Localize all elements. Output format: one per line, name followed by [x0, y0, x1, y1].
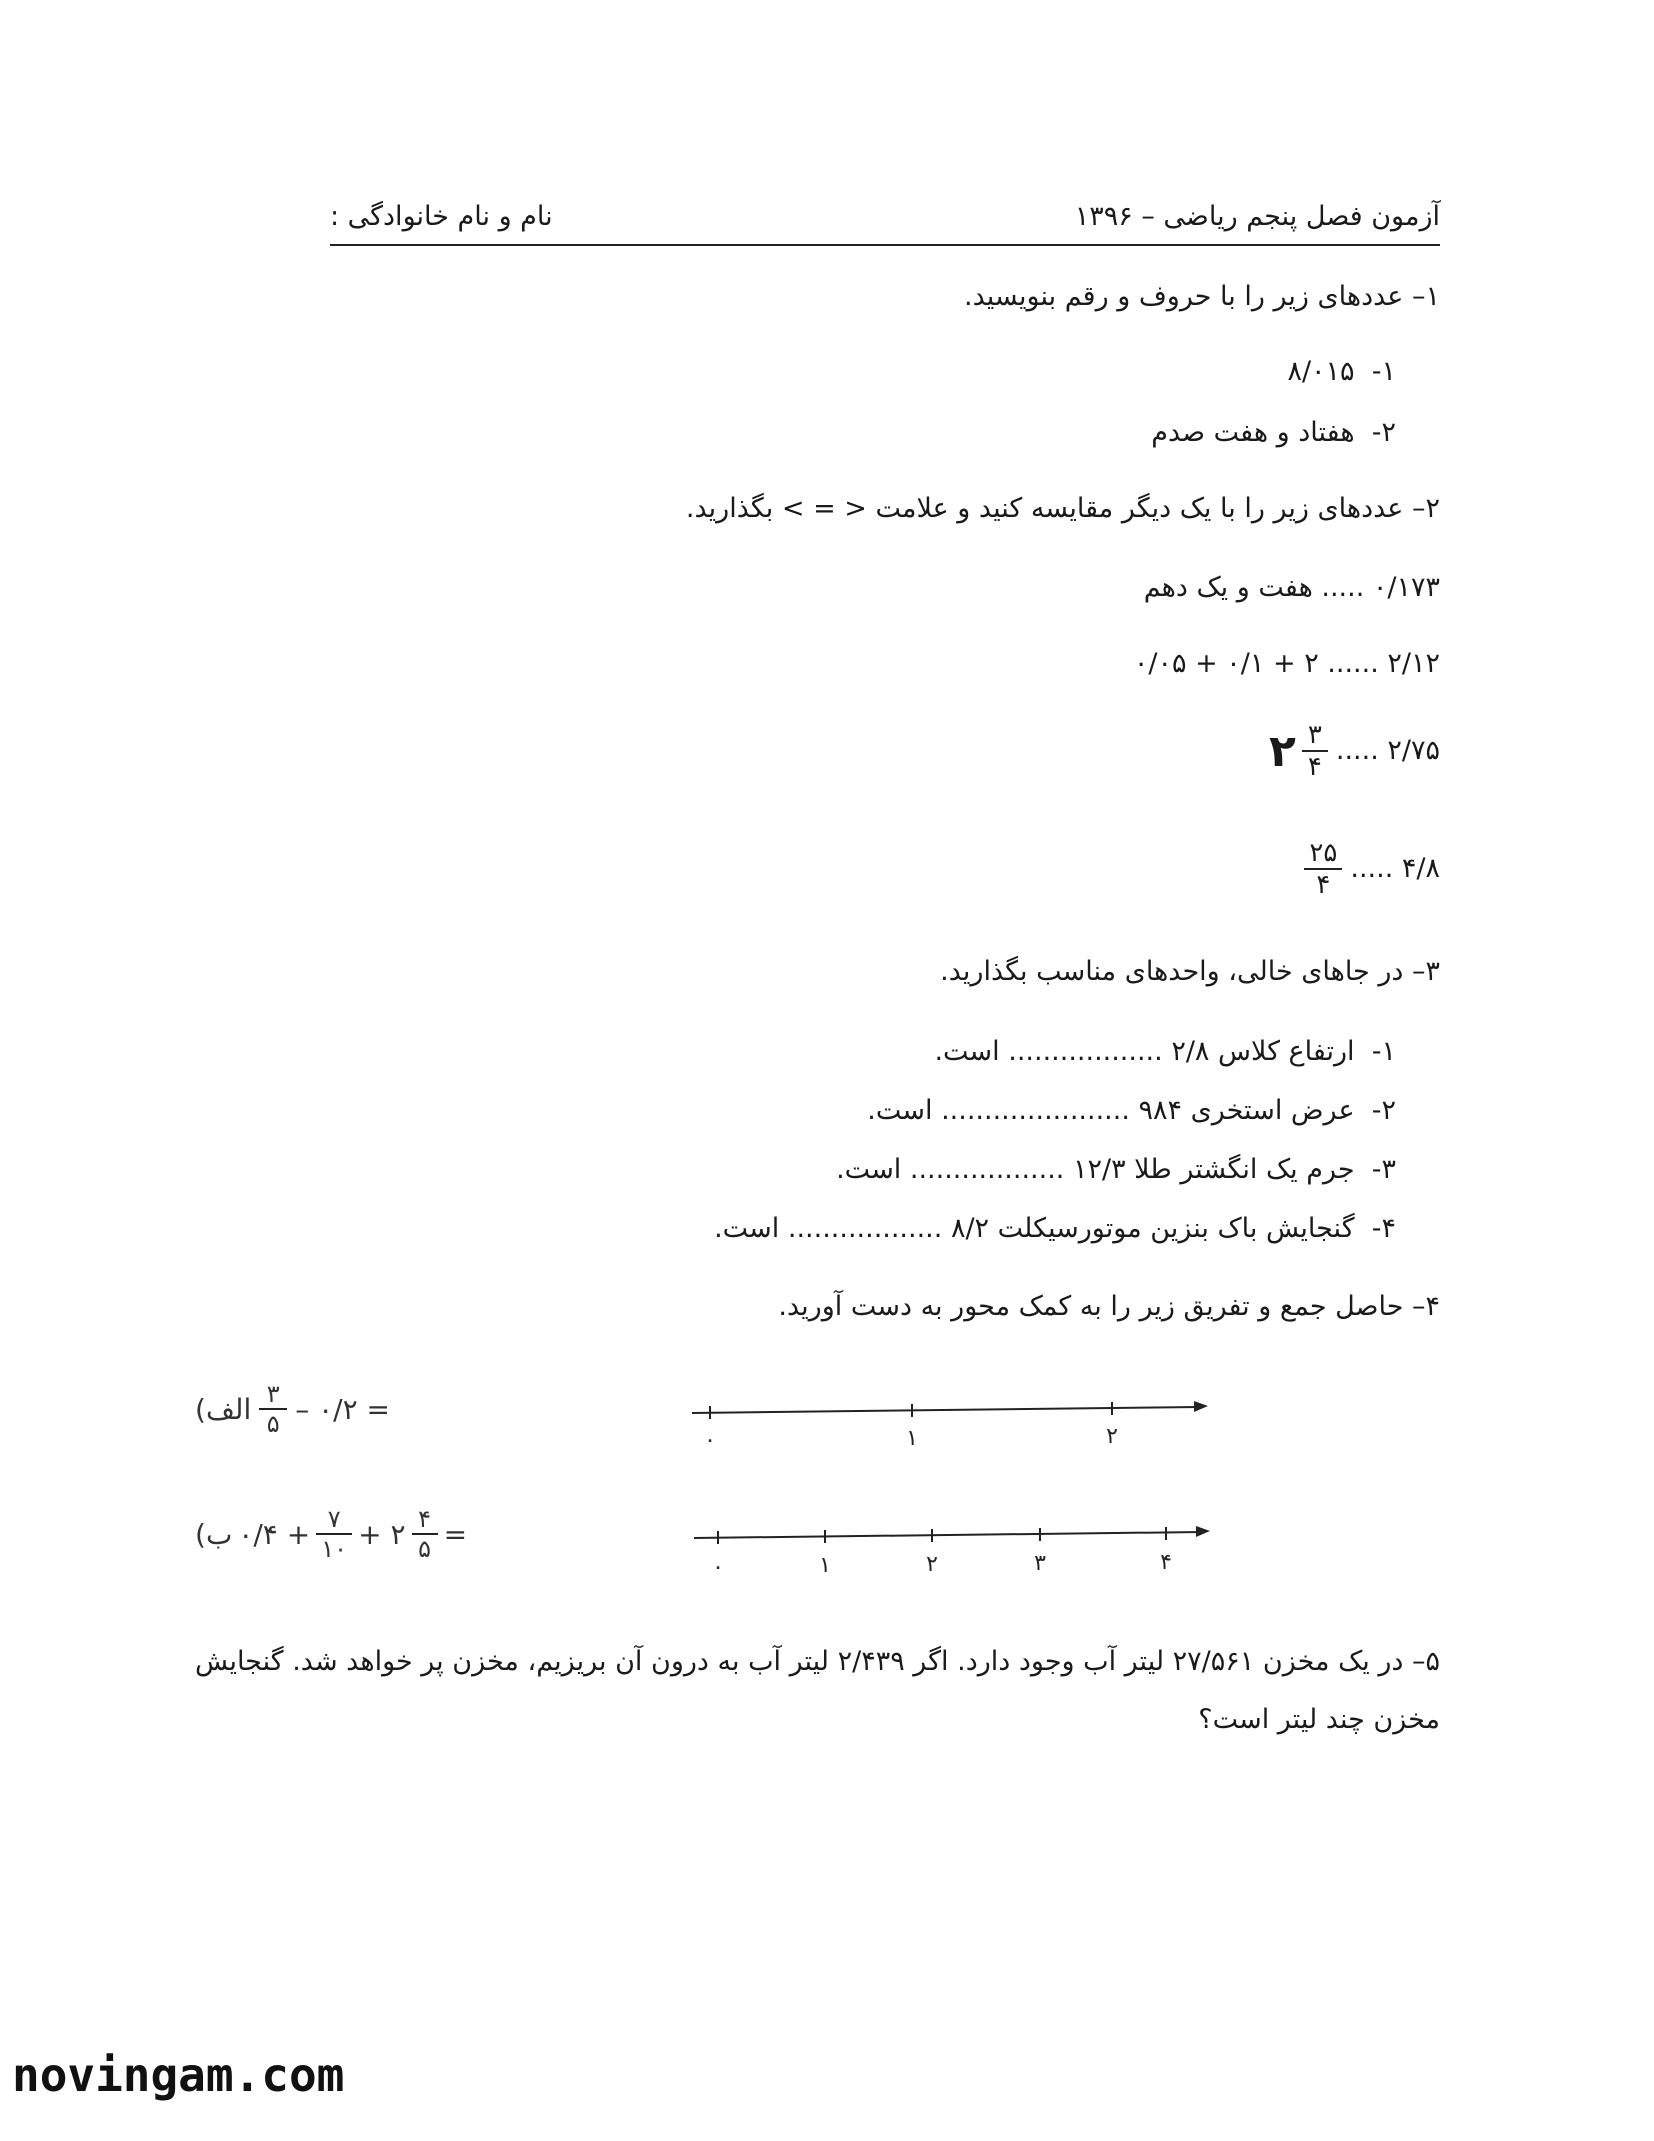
q3-item-3 — [836, 1153, 1396, 1187]
q2-row-2: ۲/۱۲ ...... ۲ + ۰/۱ + ۰/۰۵ — [1133, 648, 1440, 679]
q2-row-3-fraction — [1302, 720, 1328, 782]
q2-row-4-fraction — [1304, 838, 1342, 900]
q3-item-4-number: ۴- — [1371, 1213, 1396, 1244]
q1-item-1 — [1287, 355, 1396, 389]
q3-item-1-number: ۱- — [1371, 1036, 1396, 1067]
q2-row-4-numerator: ۲۵ — [1309, 838, 1338, 868]
q1-item-2 — [1151, 416, 1396, 450]
question-2: ۲– عددهای زیر را با یک دیگر مقایسه کنید و علامت < = > بگذارید. — [685, 493, 1440, 524]
q3-item-1-text: ارتفاع کلاس ۲/۸ .................. است. — [934, 1036, 1355, 1067]
q2-row-3-numerator: ۳ — [1307, 720, 1322, 750]
q3-item-4 — [714, 1212, 1396, 1246]
number-line-1 — [680, 1385, 1220, 1455]
q4-a-numerator: ۳ — [266, 1380, 280, 1408]
question-4: ۴– حاصل جمع و تفریق زیر را به کمک محور به دست آورید. — [778, 1291, 1440, 1322]
q2-row-4-denominator: ۴ — [1316, 870, 1331, 900]
q4-expression-b — [195, 1505, 467, 1563]
q4-a-tail: – ۰/۲ = — [295, 1392, 391, 1426]
q3-item-2 — [867, 1094, 1396, 1128]
q3-item-2-number: ۲- — [1371, 1095, 1396, 1126]
q4-b-fraction-2-denominator: ۵ — [418, 1535, 432, 1563]
q1-item-2-number: ۲- — [1371, 417, 1396, 448]
number-line-1-label-2: ۲ — [1106, 1424, 1118, 1449]
q3-item-3-text: جرم یک انگشتر طلا ۱۲/۳ .................. است. — [836, 1154, 1355, 1185]
q2-row-4 — [1304, 838, 1440, 900]
number-line-2-axis — [694, 1532, 1202, 1538]
number-line-2-label-0: ۰ — [712, 1555, 724, 1578]
number-line-2-label-2: ۲ — [926, 1552, 938, 1577]
q4-expression-a — [195, 1380, 390, 1438]
q4-b-equals: = — [443, 1517, 468, 1551]
q1-item-1-text: ۸/۰۱۵ — [1287, 356, 1355, 387]
q4-b-label: (ب — [195, 1517, 233, 1551]
number-line-1-axis — [692, 1407, 1200, 1413]
q4-b-plus: + ۲ — [358, 1517, 406, 1551]
q2-row-4-left: ۴/۸ ..... — [1350, 853, 1440, 884]
q2-row-3-mixed-number — [1269, 720, 1328, 782]
q4-b-fraction-1-numerator: ۷ — [327, 1505, 341, 1533]
number-line-2-label-1: ۱ — [819, 1553, 831, 1578]
arrowhead-icon — [1196, 1526, 1210, 1537]
q2-row-3-left: ۲/۷۵ ..... — [1335, 735, 1440, 766]
number-line-2-label-4: ۴ — [1160, 1550, 1172, 1575]
q2-row-3-denominator: ۴ — [1307, 752, 1322, 782]
q2-row-3-whole: ۲ — [1269, 725, 1296, 777]
q4-b-lead: ۰/۴ + — [238, 1517, 311, 1551]
q4-b-fraction-2 — [412, 1505, 438, 1563]
question-5-line-1: ۵– در یک مخزن ۲۷/۵۶۱ لیتر آب وجود دارد. اگر ۲/۴۳۹ لیتر آب به درون آن بریزیم، مخزن پر خواهد شد. گنجایش — [195, 1646, 1440, 1677]
q4-b-fraction-2-numerator: ۴ — [418, 1505, 432, 1533]
q2-row-3 — [1269, 720, 1440, 782]
q3-item-4-text: گنجایش باک بنزین موتورسیکلت ۸/۲ .................. است. — [714, 1213, 1355, 1244]
q4-a-label: (الف — [195, 1392, 252, 1426]
q4-a-fraction — [259, 1380, 287, 1438]
question-3: ۳– در جاهای خالی، واحدهای مناسب بگذارید. — [940, 956, 1440, 987]
name-label: نام و نام خانوادگی : — [330, 201, 553, 232]
site-watermark: novingam.com — [12, 2048, 345, 2102]
number-line-1-label-1: ۱ — [906, 1426, 918, 1451]
q2-row-1: ۰/۱۷۳ ..... هفت و یک دهم — [1143, 572, 1440, 603]
q1-item-1-number: ۱- — [1371, 356, 1396, 387]
q3-item-3-number: ۳- — [1371, 1154, 1396, 1185]
exam-title: آزمون فصل پنجم ریاضی – ۱۳۹۶ — [1074, 201, 1440, 232]
q4-a-denominator: ۵ — [266, 1410, 280, 1438]
q3-item-2-text: عرض استخری ۹۸۴ ...................... است. — [867, 1095, 1355, 1126]
number-line-2 — [680, 1508, 1220, 1578]
question-5-line-2: مخزن چند لیتر است؟ — [1198, 1704, 1440, 1735]
number-line-2-label-3: ۳ — [1034, 1551, 1046, 1576]
number-line-1-label-0: ۰ — [704, 1428, 716, 1453]
q4-b-fraction-1-denominator: ۱۰ — [321, 1535, 348, 1563]
question-1: ۱– عددهای زیر را با حروف و رقم بنویسید. — [964, 281, 1440, 312]
arrowhead-icon — [1194, 1401, 1208, 1412]
q1-item-2-text: هفتاد و هفت صدم — [1151, 417, 1355, 448]
q3-item-1 — [934, 1035, 1396, 1069]
q4-b-fraction-1 — [316, 1505, 352, 1563]
